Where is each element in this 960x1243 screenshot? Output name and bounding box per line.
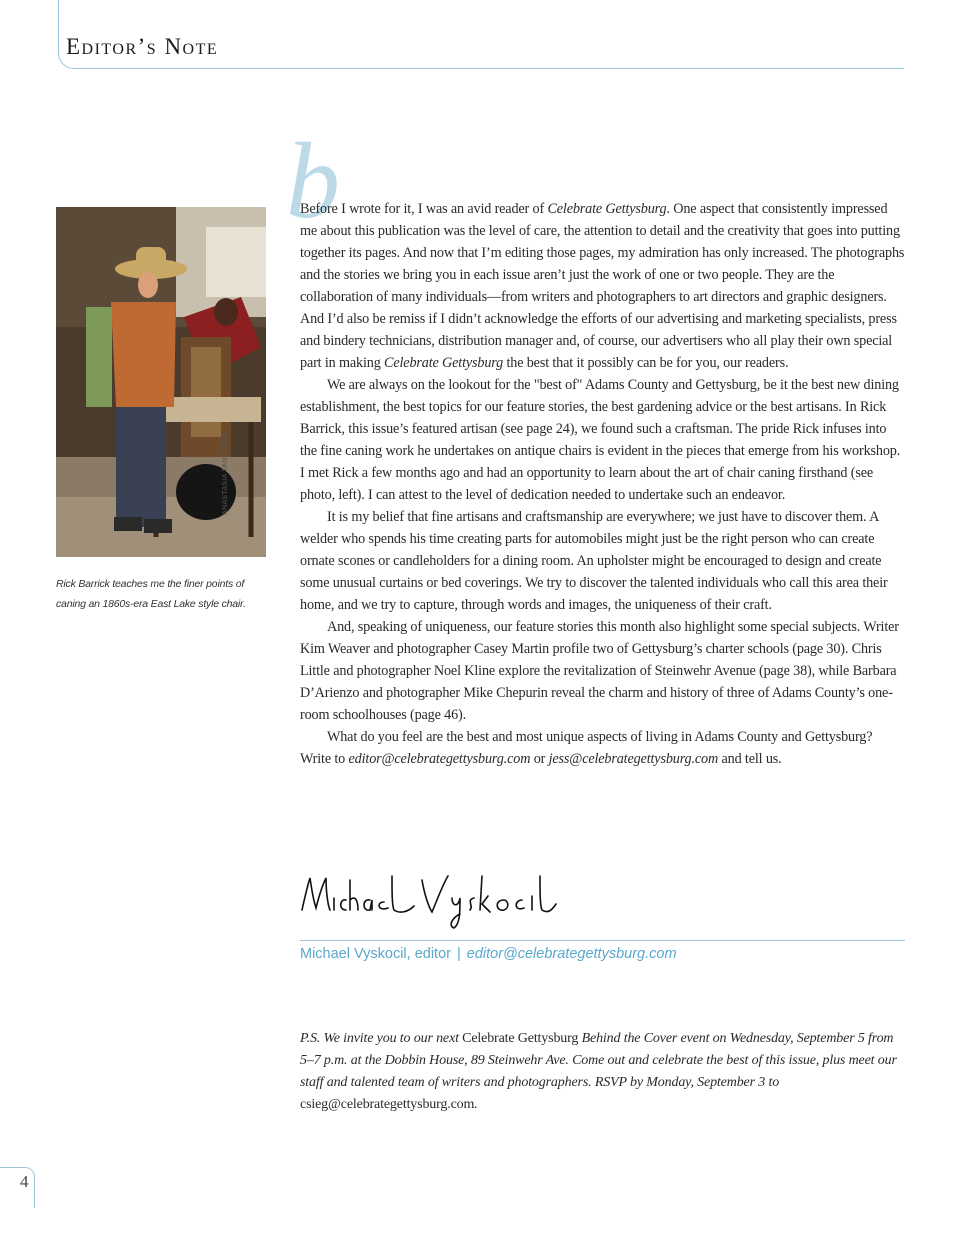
italic-text-run: editor@celebrategettysburg.com (348, 751, 531, 767)
postscript (300, 1028, 905, 1116)
article-paragraph (300, 198, 905, 374)
editor-credit (300, 946, 677, 962)
italic-text-run: Celebrate Gettysburg (384, 355, 504, 371)
text-run: What do you feel are the best and most unique aspects of living in Adams County and Gettysburg? Write to (300, 729, 873, 767)
text-run: We are always on the lookout for the "best of" Adams County and Gettysburg, be it the best new dining establishment, the best topics for our feature stories, the best gardening advice or the best artisans. In Rick Barrick, this issue’s featured artisan (see page 24), we found such a craftsman. The pride Rick infuses into the fine caning work he undertakes on antique chairs is evident in the pieces that emerge from his workshop. I met Rick a few months ago and had an opportunity to learn about the art of chair caning firsthand (see photo, left). I can attest to the level of dedication needed to undertake such an endeavor. (300, 377, 901, 503)
article-paragraph (300, 726, 905, 770)
text-run: It is my belief that fine artisans and craftsmanship are everywhere; we just have to discover them. A welder who spends his time creating parts for automobiles might just be the right person who can create ornate scones or candleholders for a dining room. An upholster might be encouraged to design and create some unusual curtains or bed coverings. We try to discover the talented individuals who call this area their home, and we try to capture, through words and images, the uniqueness of their craft. (300, 509, 888, 613)
text-run: . One aspect that consistently impressed me about this publication was the level of care, the attention to detail and the creativity that goes into putting together its pages. And now that I’m editing those pages, my admiration has only increased. The photographs and the stories we bring you in each issue aren’t just the work of one or two people. They are the collaboration of many individuals—from writers and photographers to art directors and graphic designers. And I’d also be remiss if I didn’t acknowledge the efforts of our advertising and marketing specialists, press and bindery technicians, distribution manager and, of course, our advertisers who all play their own special part in making (300, 201, 905, 371)
italic-text-run: Behind the Cover event on Wednesday, September 5 from 5–7 p.m. at the Dobbin House, 89 Steinwehr Ave. Come out and celebrate the best of this issue, plus meet our staff and talented team of writers and photographers. RSVP by Monday, September 3 to (300, 1031, 897, 1090)
drop-cap: b (286, 122, 340, 241)
article-paragraph (300, 374, 905, 506)
text-run: csieg@celebrategettysburg.com (300, 1097, 475, 1112)
photo-credit: ANASTASIA TANTAROS (222, 432, 229, 515)
text-run: the best that it possibly can be for you, our readers. (503, 355, 789, 371)
credit-separator: | (456, 946, 461, 962)
italic-text-run: P.S. We invite you to our next (300, 1031, 463, 1046)
section-title: Editor’s Note (66, 34, 219, 59)
italic-text-run: jess@celebrategettysburg.com (548, 751, 719, 767)
text-run: And, speaking of uniqueness, our feature stories this month also highlight some special subjects. Writer Kim Weaver and photographer Casey Martin profile two of Gettysburg’s charter schools (page 30). Chris Little and photographer Noel Kline explore the revitalization of Steinwehr Avenue (page 38), while Barbara D’Arienzo and photographer Mike Chepurin reveal the charm and history of three of Adams County’s one-room schoolhouses (page 46). (300, 619, 899, 723)
article-paragraph (300, 506, 905, 616)
photo-caption: Rick Barrick teaches me the finer points of caning an 1860s-era East Lake style chair. (56, 578, 246, 610)
italic-text-run: Celebrate Gettysburg (547, 201, 667, 217)
text-run: Before I wrote for it, I was an avid reader of (300, 201, 548, 217)
page-number: 4 (20, 1172, 29, 1191)
article-body (300, 198, 905, 770)
text-run: Celebrate Gettysburg (462, 1031, 579, 1046)
editor-name-title: Michael Vyskocil, editor (300, 946, 451, 962)
italic-text-run: . (474, 1097, 478, 1112)
text-run: or (530, 751, 549, 767)
editor-email-link[interactable]: editor@celebrategettysburg.com (466, 946, 677, 962)
signature-rule (300, 940, 905, 941)
article-photo (56, 207, 266, 557)
handwritten-signature (298, 862, 558, 932)
text-run: and tell us. (718, 751, 782, 767)
article-paragraph (300, 616, 905, 726)
footer-rule (0, 1167, 35, 1208)
